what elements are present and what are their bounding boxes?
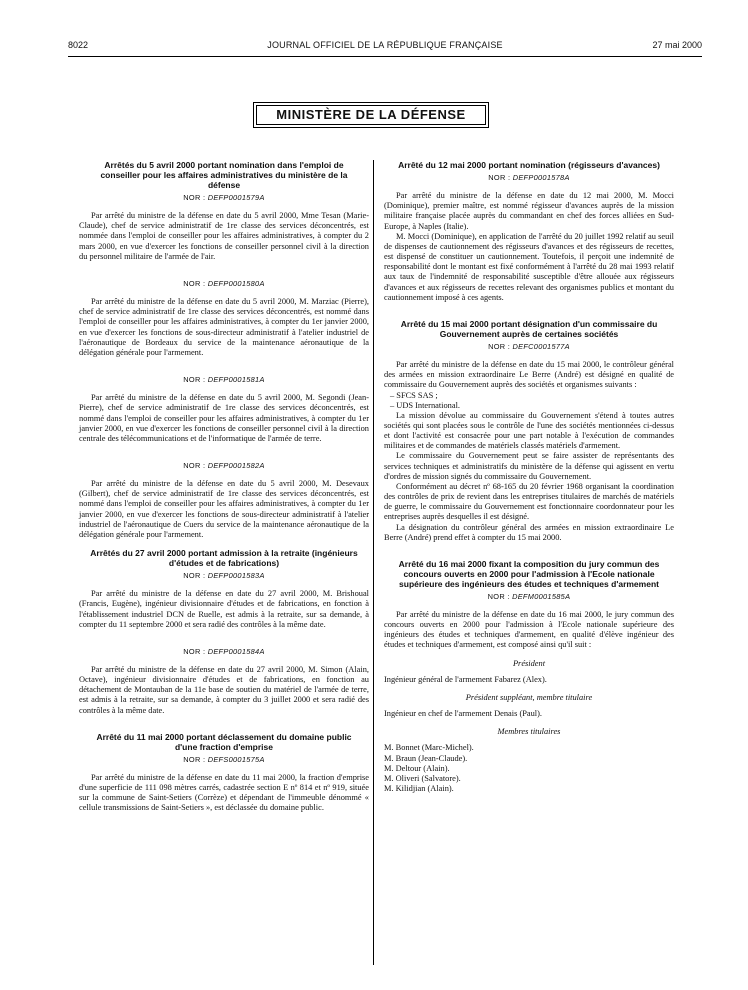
left-column xyxy=(79,160,369,814)
jury-member: M. Bonnet (Marc-Michel). xyxy=(384,743,474,753)
nor-reference xyxy=(79,647,369,657)
article-title: Arrêté du 16 mai 2000 fixant la composition du jury commun des concours ouverts en 2000 pour l'admission à l'Ecole nationale supérieure des ingénieurs des études et techniques d'armement xyxy=(398,558,660,589)
article-paragraph: La désignation du contrôleur général des armées en mission extraordinaire Le Berre (André) prend effet à compter du 15 mai 2000. xyxy=(384,522,674,542)
nor-reference xyxy=(384,173,674,183)
jury-member: M. Deltour (Alain). xyxy=(384,763,450,773)
article-paragraph: Par arrêté du ministre de la défense en date du 11 mai 2000, la fraction d'emprise d'une superficie de 111 098 mètres carrés, cadastrée section E nº 814 et nº 919, située sur la commune de Saint-Setiers (Corrèze) et dépendant de l'immeuble dénommé « cellule transmissions de Saint-Setiers », est déclassée du domaine public. xyxy=(79,772,369,813)
journal-title: JOURNAL OFFICIEL DE LA RÉPUBLIQUE FRANÇAISE xyxy=(267,40,503,50)
nor-code: DEFP0001578A xyxy=(512,173,570,182)
jury-member: Ingénieur en chef de l'armement Denais (Paul). xyxy=(384,709,543,719)
article-paragraph: Conformément au décret nº 68-165 du 20 février 1968 organisant la coordination des contrôles de prix de revient dans les entreprises titulaires de marchés de matériels de guerre, le commissaire du Gouvernement est fonctionnaire coordonnateur pour les entreprises auprès desquelles il est désigné. xyxy=(384,481,674,522)
nor-reference xyxy=(79,755,369,765)
article-title: Arrêté du 12 mai 2000 portant nomination (régisseurs d'avances) xyxy=(398,160,660,170)
article-paragraph: M. Mocci (Dominique), en application de l'arrêté du 20 juillet 1992 relatif au seuil de dispenses de cautionnement des régisseurs d'avances et des régisseurs de recettes, est dispensé de constituer un cautionnement. Toutefois, il perçoit une indemnité de responsabilité dont le montant est fixé conformément à l'arrêté du 28 mai 1993 relatif aux taux de l'indemnité de responsabilité susceptible d'être allouée aux régisseurs d'avances et aux régisseurs de recettes relevant des organismes publics et montant du cautionnement imposé à ces agents. xyxy=(384,231,674,302)
nor-code: DEFP0001581A xyxy=(207,375,265,385)
nor-reference xyxy=(79,193,369,203)
nor-code: DEFP0001582A xyxy=(207,460,265,470)
header-rule xyxy=(68,56,702,57)
nor-code: DEFS0001575A xyxy=(207,754,265,764)
nor-reference xyxy=(79,375,369,385)
nor-label: NOR : xyxy=(183,278,208,288)
article-paragraph: Par arrêté du ministre de la défense en date du 16 mai 2000, le jury commun des concours ouverts en 2000 pour l'admission à l'Ecole nationale supérieure des ingénieurs des études et techniques d'armement, en qualité d'élève ingénieur des études et techniques d'armement, est composé ainsi qu'il suit : xyxy=(384,610,674,650)
ministry-box xyxy=(253,102,489,128)
ministry-title: MINISTÈRE DE LA DÉFENSE xyxy=(256,105,486,125)
nor-label: NOR : xyxy=(183,460,208,470)
nor-label: NOR : xyxy=(487,591,513,601)
article-paragraph: Le commissaire du Gouvernement peut se faire assister de représentants des services techniques et administratifs du ministère de la défense qui agissent en vertu d'ordres de mission signés du commissaire du Gouvernement. xyxy=(384,451,674,481)
article-title: Arrêtés du 5 avril 2000 portant nomination dans l'emploi de conseiller pour les affaires administratives du ministère de la défense xyxy=(100,160,348,190)
nor-label: NOR : xyxy=(183,571,208,581)
article-paragraph: Par arrêté du ministre de la défense en date du 5 avril 2000, M. Desevaux (Gilbert), chef de service administratif de 1re classe des services déconcentrés, est nommé dans l'emploi de conseiller pour les affaires administratives, à compter du 1er janvier 2000, en vue d'exercer les fonctions de sous-directeur administratif à l'atelier industriel de l'aéronautique de Cuers du service de la maintenance aéronautique de la délégation générale pour l'armement. xyxy=(79,479,369,539)
column-divider xyxy=(373,160,374,965)
jury-role: Membres titulaires xyxy=(497,727,561,737)
nor-reference xyxy=(79,461,369,471)
article-title: Arrêté du 11 mai 2000 portant déclassement du domaine public d'une fraction d'emprise xyxy=(96,731,352,752)
jury-role: Président suppléant, membre titulaire xyxy=(465,692,593,702)
jury-member: M. Braun (Jean-Claude). xyxy=(384,753,468,763)
article-title: Arrêté du 15 mai 2000 portant désignation d'un commissaire du Gouvernement auprès de certaines sociétés xyxy=(400,318,658,339)
nor-reference xyxy=(79,279,369,289)
nor-label: NOR : xyxy=(183,193,208,202)
jury-member: M. Oliveri (Salvatore). xyxy=(384,773,461,783)
jury-member: Ingénieur général de l'armement Fabarez (Alex). xyxy=(384,674,547,684)
issue-date: 27 mai 2000 xyxy=(652,40,702,50)
article-paragraph: Par arrêté du ministre de la défense en date du 5 avril 2000, M. Segondi (Jean-Pierre), chef de service administratif de 1re classe des services déconcentrés, est nommé dans l'emploi de conseiller pour les affaires administratives, à compter du 1er janvier 2000, en vue d'exercer les fonctions de conseiller personnel civil à la direction centrale des télécommunications et de l'informatique de l'armée de terre. xyxy=(79,393,369,443)
nor-label: NOR : xyxy=(183,646,208,656)
nor-code: DEFP0001580A xyxy=(207,278,265,288)
nor-reference xyxy=(384,342,674,352)
nor-code: DEFM0001585A xyxy=(512,591,571,601)
jury-member: M. Kilidjian (Alain). xyxy=(384,784,454,794)
nor-reference xyxy=(79,571,369,581)
article-paragraph: Par arrêté du ministre de la défense en date du 27 avril 2000, M. Brishoual (Francis, Eugène), ingénieur divisionnaire d'études et de fabrications, en fonction à l'établissement industriel DCN de Ruelle, est admis à la retraite, sur sa demande, à compter du 11 septembre 2000 et sera radié des contrôles à la même date. xyxy=(79,589,369,629)
list-item: – UDS International. xyxy=(390,400,461,410)
nor-label: NOR : xyxy=(183,375,208,385)
article-paragraph: Par arrêté du ministre de la défense en date du 5 avril 2000, M. Marziac (Pierre), chef de service administratif de 1re classe des services déconcentrés, est nommé dans l'emploi de conseiller pour les affaires administratives, à compter du 1er janvier 2000, en vue d'exercer les fonctions de sous-directeur administratif à l'atelier industriel de l'aéronautique de Bordeaux du service de la maintenance aéronautique de la délégation générale pour l'armement. xyxy=(79,297,369,357)
nor-code: DEFP0001583A xyxy=(207,571,265,581)
article-paragraph: Par arrêté du ministre de la défense en date du 27 avril 2000, M. Simon (Alain, Octave), ingénieur divisionnaire d'études et de fabrications, en fonction au détachement de Montauban de la 11e base de soutien du matériel de l'armée de terre, est admis à la retraite, sur sa demande, à compter du 3 juillet 2000 et sera radié des contrôles à la même date. xyxy=(79,665,369,715)
nor-label: NOR : xyxy=(488,173,513,182)
page-number: 8022 xyxy=(68,40,89,50)
nor-code: DEFP0001579A xyxy=(207,193,265,202)
article-paragraph: La mission dévolue au commissaire du Gouvernement s'étend à toutes autres sociétés qui sont placées sous le contrôle de l'une des sociétés mentionnées ci-dessus et dont l'activité est consacrée pour une part notable à l'exécution de commandes militaires et de commandes de matériels classés matériels d'armement. xyxy=(384,410,674,451)
jury-role: Président xyxy=(512,658,546,668)
article-paragraph: Par arrêté du ministre de la défense en date du 15 mai 2000, le contrôleur général des armées en mission extraordinaire Le Berre (André) est désigné en qualité de commissaire du Gouvernement auprès des sociétés et organismes suivants : xyxy=(384,360,674,390)
nor-code: DEFP0001584A xyxy=(207,646,265,656)
list-item: – SFCS SAS ; xyxy=(390,390,438,400)
nor-reference xyxy=(384,592,674,602)
article-title: Arrêtés du 27 avril 2000 portant admission à la retraite (ingénieurs d'études et de fabrications) xyxy=(90,548,358,569)
nor-label: NOR : xyxy=(488,341,513,351)
nor-label: NOR : xyxy=(183,754,208,764)
nor-code: DEFC0001577A xyxy=(512,341,570,351)
article-paragraph: Par arrêté du ministre de la défense en date du 12 mai 2000, M. Mocci (Dominique), premier maître, est nommé régisseur d'avances auprès de la mission militaire française placée auprès du commandant en chef des forces alliées en Sud-Europe, à Naples (Italie). xyxy=(384,191,674,231)
article-paragraph: Par arrêté du ministre de la défense en date du 5 avril 2000, Mme Tesan (Marie-Claude), chef de service administratif de 1re classe des services déconcentrés, est nommée dans l'emploi de conseiller pour les affaires administratives, à compter du 2 mars 2000, en vue d'exercer les fonctions de conseiller personnel civil à la direction du personnel militaire de l'armée de l'air. xyxy=(79,211,369,261)
page-header xyxy=(68,38,702,54)
right-column xyxy=(384,160,674,794)
